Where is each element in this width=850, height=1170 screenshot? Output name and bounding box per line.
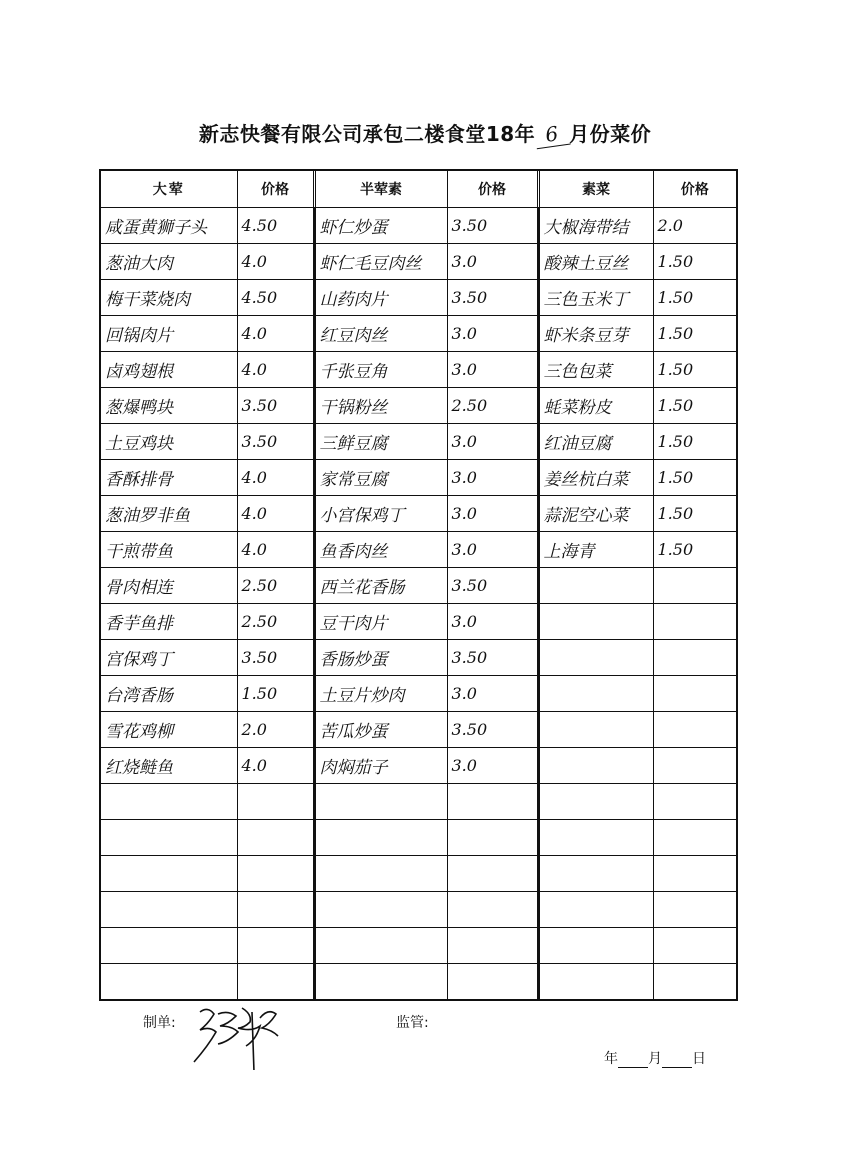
half-meat-price-cell: 3.50: [447, 280, 537, 316]
big-meat-dish-cell: 香芋鱼排: [100, 604, 237, 640]
half-meat-dish-cell: [315, 928, 447, 964]
big-meat-dish-cell: 宫保鸡丁: [100, 640, 237, 676]
big-meat-price-cell: 3.50: [237, 640, 313, 676]
big-meat-dish-cell: [100, 964, 237, 1001]
table-row: [100, 244, 737, 280]
vegetable-price-cell: [653, 820, 737, 856]
vegetable-price-cell: 1.50: [653, 316, 737, 352]
table-row: [100, 532, 737, 568]
big-meat-dish-cell: 干煎带鱼: [100, 532, 237, 568]
half-meat-dish-cell: 千张豆角: [315, 352, 447, 388]
half-meat-dish-cell: [315, 964, 447, 1001]
title-prefix: 新志快餐有限公司承包二楼食堂18年: [198, 122, 536, 146]
vegetable-dish-cell: [539, 712, 653, 748]
half-meat-price-cell: 3.50: [447, 568, 537, 604]
big-meat-price-cell: 4.0: [237, 352, 313, 388]
vegetable-price-cell: [653, 568, 737, 604]
half-meat-price-cell: 3.0: [447, 316, 537, 352]
month-blank: [618, 1053, 648, 1068]
big-meat-price-cell: 4.0: [237, 496, 313, 532]
big-meat-dish-cell: 回锅肉片: [100, 316, 237, 352]
big-meat-dish-cell: 卤鸡翅根: [100, 352, 237, 388]
table-row: [100, 712, 737, 748]
big-meat-price-cell: 4.50: [237, 208, 313, 244]
half-meat-price-cell: [447, 820, 537, 856]
half-meat-price-cell: 3.50: [447, 712, 537, 748]
big-meat-price-cell: 3.50: [237, 388, 313, 424]
vegetable-price-cell: [653, 676, 737, 712]
vegetable-dish-cell: [539, 856, 653, 892]
half-meat-price-cell: 3.0: [447, 676, 537, 712]
page-title: [0, 118, 850, 147]
header-price-1: 价格: [237, 170, 313, 208]
big-meat-price-cell: 1.50: [237, 676, 313, 712]
vegetable-dish-cell: 三色包菜: [539, 352, 653, 388]
handwritten-signature: [180, 1000, 290, 1070]
vegetable-dish-cell: [539, 928, 653, 964]
vegetable-price-cell: [653, 856, 737, 892]
table-row: [100, 604, 737, 640]
vegetable-dish-cell: 大椒海带结: [539, 208, 653, 244]
vegetable-dish-cell: [539, 640, 653, 676]
table-row: [100, 388, 737, 424]
vegetable-price-cell: [653, 604, 737, 640]
vegetable-dish-cell: [539, 748, 653, 784]
half-meat-dish-cell: 香肠炒蛋: [315, 640, 447, 676]
vegetable-dish-cell: 虾米条豆芽: [539, 316, 653, 352]
big-meat-dish-cell: 咸蛋黄狮子头: [100, 208, 237, 244]
day-label: 日: [692, 1051, 706, 1067]
vegetable-dish-cell: 酸辣土豆丝: [539, 244, 653, 280]
big-meat-dish-cell: 葱油罗非鱼: [100, 496, 237, 532]
big-meat-dish-cell: [100, 892, 237, 928]
big-meat-dish-cell: 梅干菜烧肉: [100, 280, 237, 316]
vegetable-price-cell: 1.50: [653, 532, 737, 568]
vegetable-dish-cell: 上海青: [539, 532, 653, 568]
big-meat-dish-cell: 雪花鸡柳: [100, 712, 237, 748]
table-row: [100, 568, 737, 604]
price-table: [99, 169, 738, 1001]
half-meat-dish-cell: 虾仁毛豆肉丝: [315, 244, 447, 280]
table-row: [100, 784, 737, 820]
vegetable-dish-cell: 蚝菜粉皮: [539, 388, 653, 424]
vegetable-dish-cell: [539, 964, 653, 1001]
table-row: [100, 964, 737, 1001]
table-row: [100, 676, 737, 712]
vegetable-price-cell: 1.50: [653, 424, 737, 460]
big-meat-dish-cell: 葱油大肉: [100, 244, 237, 280]
big-meat-price-cell: 4.0: [237, 532, 313, 568]
half-meat-price-cell: [447, 964, 537, 1001]
half-meat-price-cell: 2.50: [447, 388, 537, 424]
header-price-2: 价格: [447, 170, 537, 208]
table-row: [100, 208, 737, 244]
vegetable-dish-cell: 红油豆腐: [539, 424, 653, 460]
table-row: [100, 856, 737, 892]
half-meat-dish-cell: 土豆片炒肉: [315, 676, 447, 712]
table-row: [100, 424, 737, 460]
half-meat-dish-cell: 肉焖茄子: [315, 748, 447, 784]
vegetable-dish-cell: [539, 892, 653, 928]
table-row: [100, 928, 737, 964]
big-meat-dish-cell: 骨肉相连: [100, 568, 237, 604]
big-meat-price-cell: [237, 892, 313, 928]
vegetable-price-cell: [653, 892, 737, 928]
half-meat-dish-cell: 小宫保鸡丁: [315, 496, 447, 532]
half-meat-price-cell: [447, 856, 537, 892]
date-field: [604, 1048, 706, 1068]
half-meat-dish-cell: 苦瓜炒蛋: [315, 712, 447, 748]
half-meat-price-cell: 3.0: [447, 496, 537, 532]
vegetable-dish-cell: 姜丝杭白菜: [539, 460, 653, 496]
half-meat-price-cell: 3.0: [447, 532, 537, 568]
half-meat-dish-cell: [315, 820, 447, 856]
vegetable-dish-cell: [539, 604, 653, 640]
table-header-row: [100, 170, 737, 208]
vegetable-dish-cell: [539, 820, 653, 856]
table-row: [100, 892, 737, 928]
table-body: [100, 208, 737, 1001]
half-meat-price-cell: [447, 892, 537, 928]
half-meat-dish-cell: 三鲜豆腐: [315, 424, 447, 460]
year-label: 年: [604, 1051, 618, 1067]
big-meat-dish-cell: [100, 856, 237, 892]
title-suffix: 月份菜价: [569, 122, 652, 146]
half-meat-dish-cell: 豆干肉片: [315, 604, 447, 640]
vegetable-price-cell: [653, 712, 737, 748]
half-meat-price-cell: [447, 928, 537, 964]
big-meat-price-cell: 4.50: [237, 280, 313, 316]
table-row: [100, 820, 737, 856]
vegetable-price-cell: 1.50: [653, 280, 737, 316]
vegetable-dish-cell: 蒜泥空心菜: [539, 496, 653, 532]
table-row: [100, 460, 737, 496]
big-meat-price-cell: [237, 964, 313, 1001]
half-meat-dish-cell: [315, 784, 447, 820]
vegetable-dish-cell: [539, 568, 653, 604]
vegetable-dish-cell: 三色玉米丁: [539, 280, 653, 316]
half-meat-dish-cell: 红豆肉丝: [315, 316, 447, 352]
half-meat-price-cell: 3.0: [447, 424, 537, 460]
big-meat-price-cell: [237, 928, 313, 964]
vegetable-price-cell: [653, 928, 737, 964]
half-meat-price-cell: [447, 784, 537, 820]
half-meat-dish-cell: [315, 856, 447, 892]
big-meat-dish-cell: [100, 820, 237, 856]
vegetable-price-cell: 1.50: [653, 352, 737, 388]
vegetable-price-cell: 1.50: [653, 388, 737, 424]
month-label: 月: [648, 1051, 662, 1067]
vegetable-price-cell: [653, 964, 737, 1001]
half-meat-dish-cell: 家常豆腐: [315, 460, 447, 496]
big-meat-price-cell: [237, 784, 313, 820]
table-row: [100, 352, 737, 388]
table-row: [100, 280, 737, 316]
half-meat-dish-cell: 西兰花香肠: [315, 568, 447, 604]
header-half-meat: 半荤素: [315, 170, 447, 208]
table-row: [100, 640, 737, 676]
big-meat-price-cell: 2.50: [237, 604, 313, 640]
big-meat-dish-cell: 台湾香肠: [100, 676, 237, 712]
header-big-meat: 大荤: [100, 170, 237, 208]
half-meat-dish-cell: 鱼香肉丝: [315, 532, 447, 568]
big-meat-dish-cell: 葱爆鸭块: [100, 388, 237, 424]
big-meat-dish-cell: 红烧鲢鱼: [100, 748, 237, 784]
big-meat-price-cell: 4.0: [237, 244, 313, 280]
vegetable-price-cell: [653, 640, 737, 676]
half-meat-price-cell: 3.0: [447, 352, 537, 388]
vegetable-price-cell: 2.0: [653, 208, 737, 244]
vegetable-price-cell: [653, 748, 737, 784]
prepared-by-label: 制单:: [143, 1015, 176, 1031]
big-meat-price-cell: 3.50: [237, 424, 313, 460]
half-meat-dish-cell: [315, 892, 447, 928]
big-meat-dish-cell: [100, 928, 237, 964]
half-meat-price-cell: 3.0: [447, 244, 537, 280]
half-meat-price-cell: 3.0: [447, 460, 537, 496]
big-meat-price-cell: 2.50: [237, 568, 313, 604]
half-meat-price-cell: 3.0: [447, 604, 537, 640]
half-meat-dish-cell: 山药肉片: [315, 280, 447, 316]
vegetable-price-cell: 1.50: [653, 244, 737, 280]
vegetable-dish-cell: [539, 784, 653, 820]
half-meat-price-cell: 3.50: [447, 640, 537, 676]
big-meat-price-cell: 4.0: [237, 748, 313, 784]
big-meat-price-cell: 2.0: [237, 712, 313, 748]
big-meat-dish-cell: 土豆鸡块: [100, 424, 237, 460]
half-meat-dish-cell: 虾仁炒蛋: [315, 208, 447, 244]
supervisor-label: 监管:: [396, 1015, 429, 1031]
day-blank: [662, 1053, 692, 1068]
vegetable-price-cell: 1.50: [653, 460, 737, 496]
table-row: [100, 748, 737, 784]
vegetable-price-cell: [653, 784, 737, 820]
big-meat-price-cell: 4.0: [237, 316, 313, 352]
big-meat-dish-cell: [100, 784, 237, 820]
big-meat-price-cell: 4.0: [237, 460, 313, 496]
table-row: [100, 496, 737, 532]
vegetable-price-cell: 1.50: [653, 496, 737, 532]
title-month: 6: [534, 120, 571, 149]
half-meat-dish-cell: 干锅粉丝: [315, 388, 447, 424]
half-meat-price-cell: 3.50: [447, 208, 537, 244]
big-meat-price-cell: [237, 820, 313, 856]
big-meat-dish-cell: 香酥排骨: [100, 460, 237, 496]
vegetable-dish-cell: [539, 676, 653, 712]
half-meat-price-cell: 3.0: [447, 748, 537, 784]
table-row: [100, 316, 737, 352]
header-vegetable: 素菜: [539, 170, 653, 208]
header-price-3: 价格: [653, 170, 737, 208]
big-meat-price-cell: [237, 856, 313, 892]
